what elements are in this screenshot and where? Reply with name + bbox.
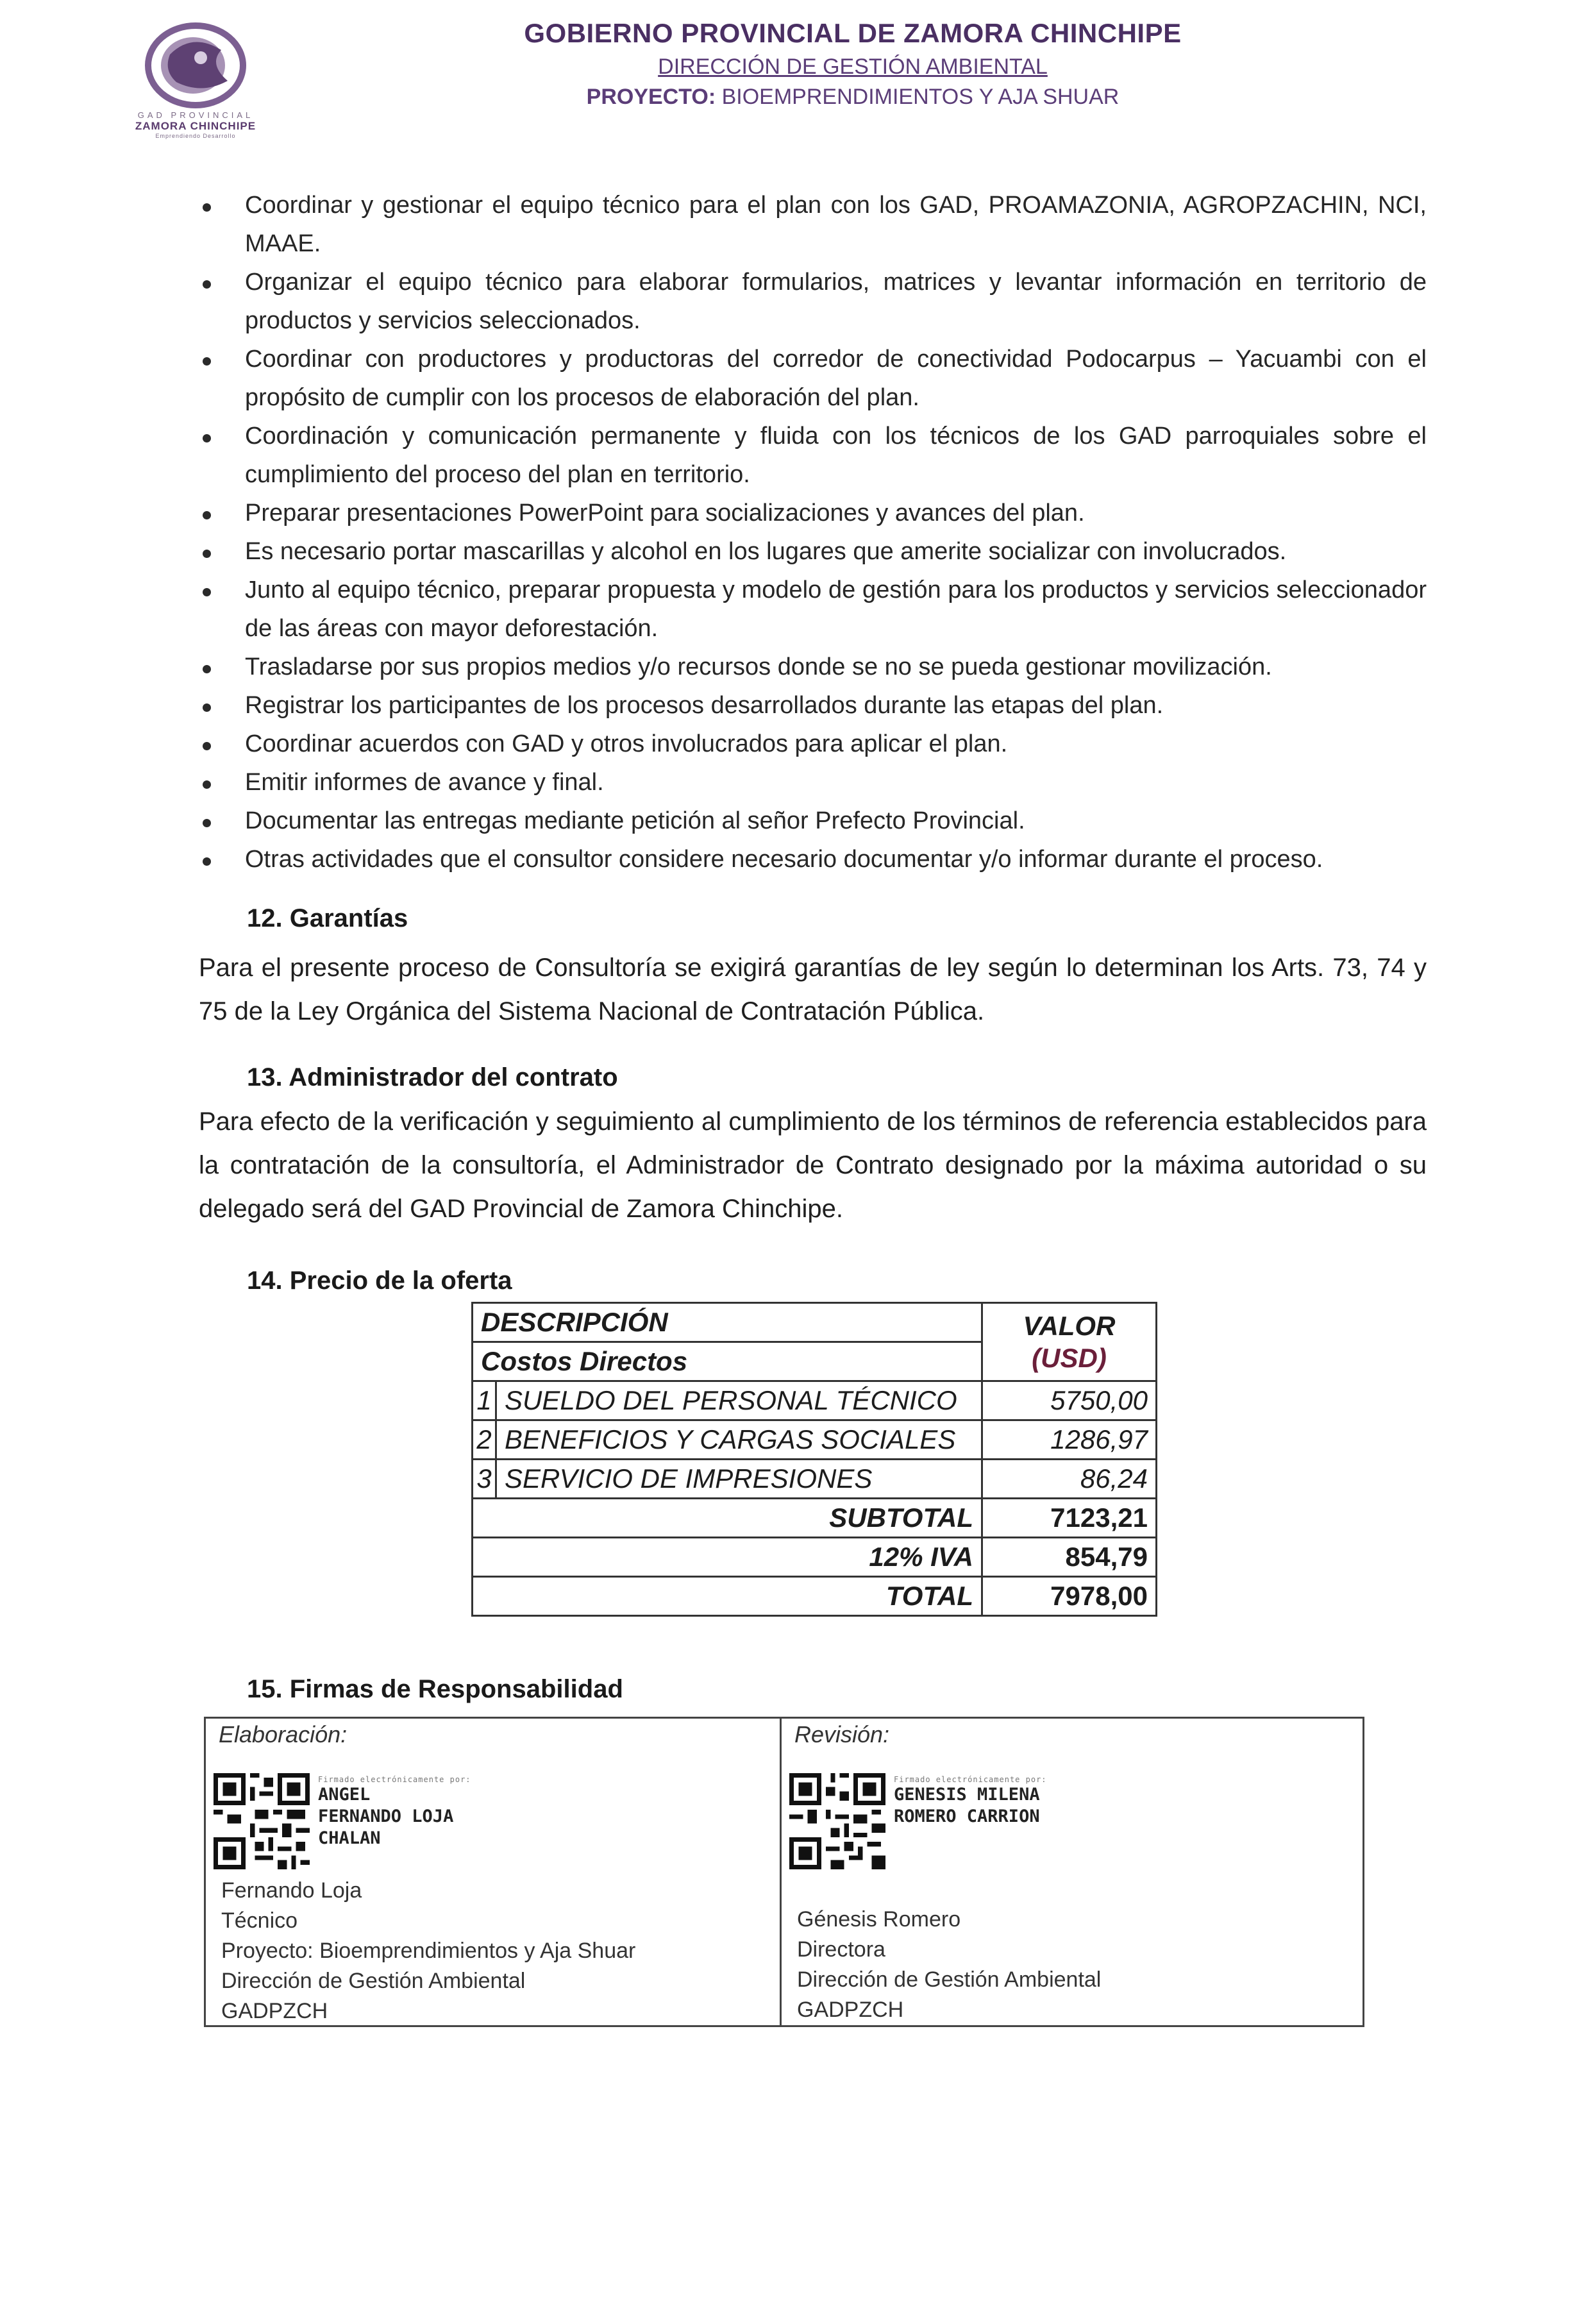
esign-name-line: GENESIS MILENA — [894, 1785, 1040, 1805]
row-description: SUELDO DEL PERSONAL TÉCNICO — [496, 1381, 982, 1420]
list-item: Coordinación y comunicación permanente y fluida con los técnicos de los GAD parroquiales sobre el cumplimiento del proceso del plan en territorio. — [199, 417, 1427, 494]
total-label: TOTAL — [473, 1577, 982, 1616]
esign-note: Firmado electrónicamente por: — [318, 1775, 471, 1784]
signatory-name: Fernando Loja — [221, 1878, 362, 1903]
subtotal-label: SUBTOTAL — [473, 1499, 982, 1538]
signatory-role: Técnico — [221, 1908, 298, 1933]
group-label: Costos Directos — [473, 1342, 982, 1381]
qr-code-icon — [214, 1773, 310, 1869]
row-description: SERVICIO DE IMPRESIONES — [496, 1460, 982, 1499]
column-header-description: DESCRIPCIÓN — [473, 1303, 982, 1342]
list-item: Junto al equipo técnico, preparar propuesta y modelo de gestión para los productos y servicios seleccionador de las áreas con mayor deforestación. — [199, 571, 1427, 648]
header-title: GOBIERNO PROVINCIAL DE ZAMORA CHINCHIPE — [524, 18, 1182, 48]
section-number: 12. — [247, 904, 283, 932]
section-title: Precio de la oferta — [289, 1267, 512, 1295]
list-item: Coordinar con productores y productoras del corredor de conectividad Podocarpus – Yacuambi con el propósito de cumplir con los procesos de elaboración del plan. — [199, 340, 1427, 417]
qr-code-icon — [789, 1773, 885, 1869]
project-name: BIOEMPRENDIMIENTOS Y AJA SHUAR — [721, 85, 1120, 109]
iva-label: 12% IVA — [473, 1538, 982, 1577]
list-item: Es necesario portar mascarillas y alcohol en los lugares que amerite socializar con involucrados. — [199, 532, 1427, 571]
subtotal-value: 7123,21 — [982, 1499, 1157, 1538]
row-number: 2 — [473, 1420, 496, 1460]
iva-value: 854,79 — [982, 1538, 1157, 1577]
header-project — [449, 85, 1257, 110]
value-header-unit: (USD) — [1032, 1342, 1107, 1373]
section-13-text: Para efecto de la verificación y seguimiento al cumplimiento de los términos de referencia establecidos para la contratación de la consultoría, el Administrador de Contrato designado por la máxima autoridad o su delegado será del GAD Provincial de Zamora Chinchipe. — [199, 1107, 1427, 1223]
esign-name-line: FERNANDO LOJA — [318, 1806, 454, 1826]
signature-caption: Revisión: — [794, 1721, 890, 1747]
table-row — [473, 1577, 1157, 1616]
list-item: Registrar los participantes de los procesos desarrollados durante las etapas del plan. — [199, 686, 1427, 725]
section-14-heading — [247, 1267, 512, 1295]
section-number: 13. — [247, 1063, 283, 1091]
value-header-label: VALOR — [1023, 1310, 1116, 1341]
signatory-institution: GADPZCH — [797, 1998, 904, 2022]
esign-note: Firmado electrónicamente por: — [894, 1775, 1047, 1784]
list-item: Organizar el equipo técnico para elaborar formularios, matrices y levantar información en territorio de productos y servicios seleccionados. — [199, 263, 1427, 340]
section-12-heading — [247, 904, 408, 933]
section-number: 15. — [247, 1675, 283, 1703]
activities-list — [199, 186, 1427, 879]
signature-elaboracion — [206, 1719, 782, 2025]
section-number: 14. — [247, 1267, 283, 1295]
signatures-table — [204, 1717, 1364, 2027]
signatory-details — [797, 1905, 1101, 2025]
list-item: Trasladarse por sus propios medios y/o recursos donde se no se pueda gestionar movilización. — [199, 648, 1427, 686]
esign-name-line: ROMERO CARRION — [894, 1806, 1040, 1826]
esign-name-line: ANGEL — [318, 1785, 371, 1805]
list-item: Documentar las entregas mediante petición al señor Prefecto Provincial. — [199, 802, 1427, 840]
list-item: Coordinar y gestionar el equipo técnico para el plan con los GAD, PROAMAZONIA, AGROPZACHIN, NCI, MAAE. — [199, 186, 1427, 263]
signatory-name: Génesis Romero — [797, 1907, 961, 1932]
signature-revision — [782, 1719, 1363, 2025]
header-subtitle: DIRECCIÓN DE GESTIÓN AMBIENTAL — [658, 55, 1048, 79]
institution-logo — [109, 19, 282, 147]
table-row — [473, 1499, 1157, 1538]
section-title: Firmas de Responsabilidad — [289, 1675, 623, 1703]
logo-caption-top: GAD PROVINCIAL — [137, 110, 254, 120]
project-label: PROYECTO: — [586, 85, 716, 109]
column-header-value — [982, 1303, 1157, 1381]
signatory-project: Proyecto: Bioemprendimientos y Aja Shuar — [221, 1939, 636, 1963]
row-number: 3 — [473, 1460, 496, 1499]
list-item: Otras actividades que el consultor considere necesario documentar y/o informar durante el proceso. — [199, 840, 1427, 879]
list-item: Coordinar acuerdos con GAD y otros involucrados para aplicar el plan. — [199, 725, 1427, 763]
section-13-heading — [247, 1063, 618, 1092]
logo-emblem-icon — [131, 19, 260, 109]
section-title: Administrador del contrato — [289, 1063, 618, 1091]
table-row — [473, 1381, 1157, 1420]
section-title: Garantías — [289, 904, 408, 932]
table-row — [473, 1420, 1157, 1460]
electronic-signature — [318, 1775, 471, 1849]
list-item: Emitir informes de avance y final. — [199, 763, 1427, 802]
table-row — [473, 1538, 1157, 1577]
logo-caption-main: ZAMORA CHINCHIPE — [135, 120, 256, 132]
row-value: 5750,00 — [982, 1381, 1157, 1420]
row-number: 1 — [473, 1381, 496, 1420]
signatory-institution: GADPZCH — [221, 1999, 328, 2023]
signatory-role: Directora — [797, 1937, 885, 1962]
electronic-signature — [894, 1775, 1047, 1828]
row-value: 86,24 — [982, 1460, 1157, 1499]
table-row — [473, 1303, 1157, 1342]
table-row — [473, 1460, 1157, 1499]
total-value: 7978,00 — [982, 1577, 1157, 1616]
signatory-department: Dirección de Gestión Ambiental — [797, 1967, 1102, 1992]
logo-caption-tagline: Emprendiendo Desarrollo — [155, 133, 236, 139]
signatory-department: Dirección de Gestión Ambiental — [221, 1969, 526, 1993]
signature-caption: Elaboración: — [219, 1721, 348, 1747]
price-table — [471, 1302, 1157, 1617]
section-15-heading — [247, 1675, 623, 1704]
row-value: 1286,97 — [982, 1420, 1157, 1460]
row-description: BENEFICIOS Y CARGAS SOCIALES — [496, 1420, 982, 1460]
section-12-text: Para el presente proceso de Consultoría se exigirá garantías de ley según lo determinan los Arts. 73, 74 y 75 de la Ley Orgánica del Sistema Nacional de Contratación Pública. — [199, 954, 1427, 1025]
list-item: Preparar presentaciones PowerPoint para socializaciones y avances del plan. — [199, 494, 1427, 532]
signatory-details — [221, 1876, 635, 2026]
esign-name-line: CHALAN — [318, 1828, 381, 1848]
